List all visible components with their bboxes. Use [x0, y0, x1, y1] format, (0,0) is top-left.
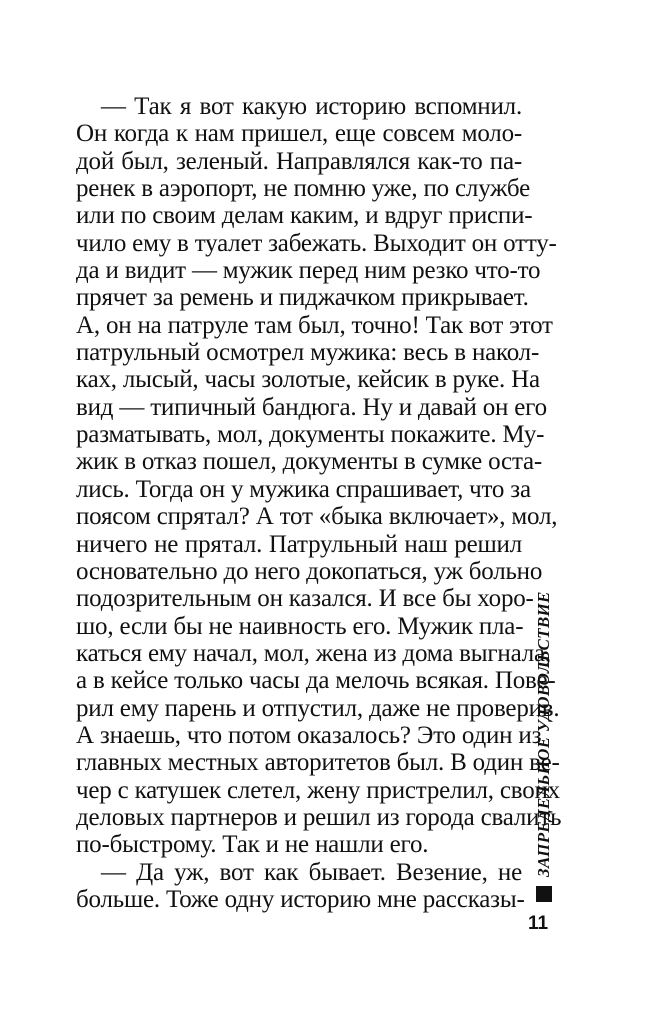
- text-line: Он когда к нам пришел, еще совсем моло-: [76, 120, 522, 148]
- text-line: ках, лысый, часы золотые, кейсик в руке. На: [76, 366, 540, 394]
- text-line: А, он на патруле там был, точно! Так вот этот: [76, 311, 553, 339]
- square-marker-icon: [536, 886, 552, 902]
- text-line: главных местных авторитетов был. В один ве-: [76, 749, 560, 777]
- text-line: вид — типичный бандюга. Ну и давай он его: [76, 393, 547, 421]
- page-number: 11: [528, 913, 549, 934]
- text-line: прячет за ремень и пиджачком прикрывает.: [76, 284, 529, 312]
- text-line: подозрительным он казался. И все бы хоро-: [76, 585, 534, 613]
- text-line: каться ему начал, мол, жена из дома выгнала,: [76, 639, 551, 667]
- text-line: — Да уж, вот как бывает. Везение, не: [101, 858, 522, 886]
- text-line: ничего не прятал. Патрульный наш решил: [76, 530, 522, 558]
- running-title-block: [533, 582, 561, 902]
- text-line: чило ему в туалет забежать. Выходит он отту-: [76, 229, 557, 257]
- text-line: дой был, зеленый. Направлялся как-то па-: [76, 147, 522, 175]
- text-line: жик в отказ пошел, документы в сумке оста-: [76, 448, 542, 476]
- text-line: лись. Тогда он у мужика спрашивает, что за: [76, 475, 531, 503]
- text-line: деловых партнеров и решил из города свалить: [76, 803, 562, 831]
- text-line: а в кейсе только часы да мелочь всякая. Пове-: [76, 667, 556, 695]
- text-line: по-быстрому. Так и не нашли его.: [76, 831, 429, 859]
- text-line: поясом спрятал? А тот «быка включает», мол,: [76, 503, 558, 531]
- text-line: или по своим делам каким, и вдруг приспи-: [76, 202, 533, 230]
- text-line: А знаешь, что потом оказалось? Это один из: [76, 721, 542, 749]
- text-line: больше. Тоже одну историю мне рассказы-: [76, 885, 525, 913]
- text-line: основательно до него докопаться, уж больно: [76, 557, 543, 585]
- text-line: ренек в аэропорт, не помню уже, по службе: [76, 175, 531, 203]
- text-line: шо, если бы не наивность его. Мужик пла-: [76, 612, 524, 640]
- text-line: разматывать, мол, документы покажите. Му-: [76, 421, 545, 449]
- text-line: да и видит — мужик перед ним резко что-то: [76, 257, 541, 285]
- text-line: рил ему парень и отпустил, даже не проверив.: [76, 694, 560, 722]
- text-line: — Так я вот какую историю вспомнил.: [101, 93, 522, 120]
- text-line: патрульный осмотрел мужика: весь в накол-: [76, 339, 540, 367]
- text-line: чер с катушек слетел, жену пристрелил, своих: [76, 776, 560, 804]
- running-title: ЗАПРЕДЕЛЬНОЕ УДОВОЛЬСТВИЕ: [534, 591, 553, 877]
